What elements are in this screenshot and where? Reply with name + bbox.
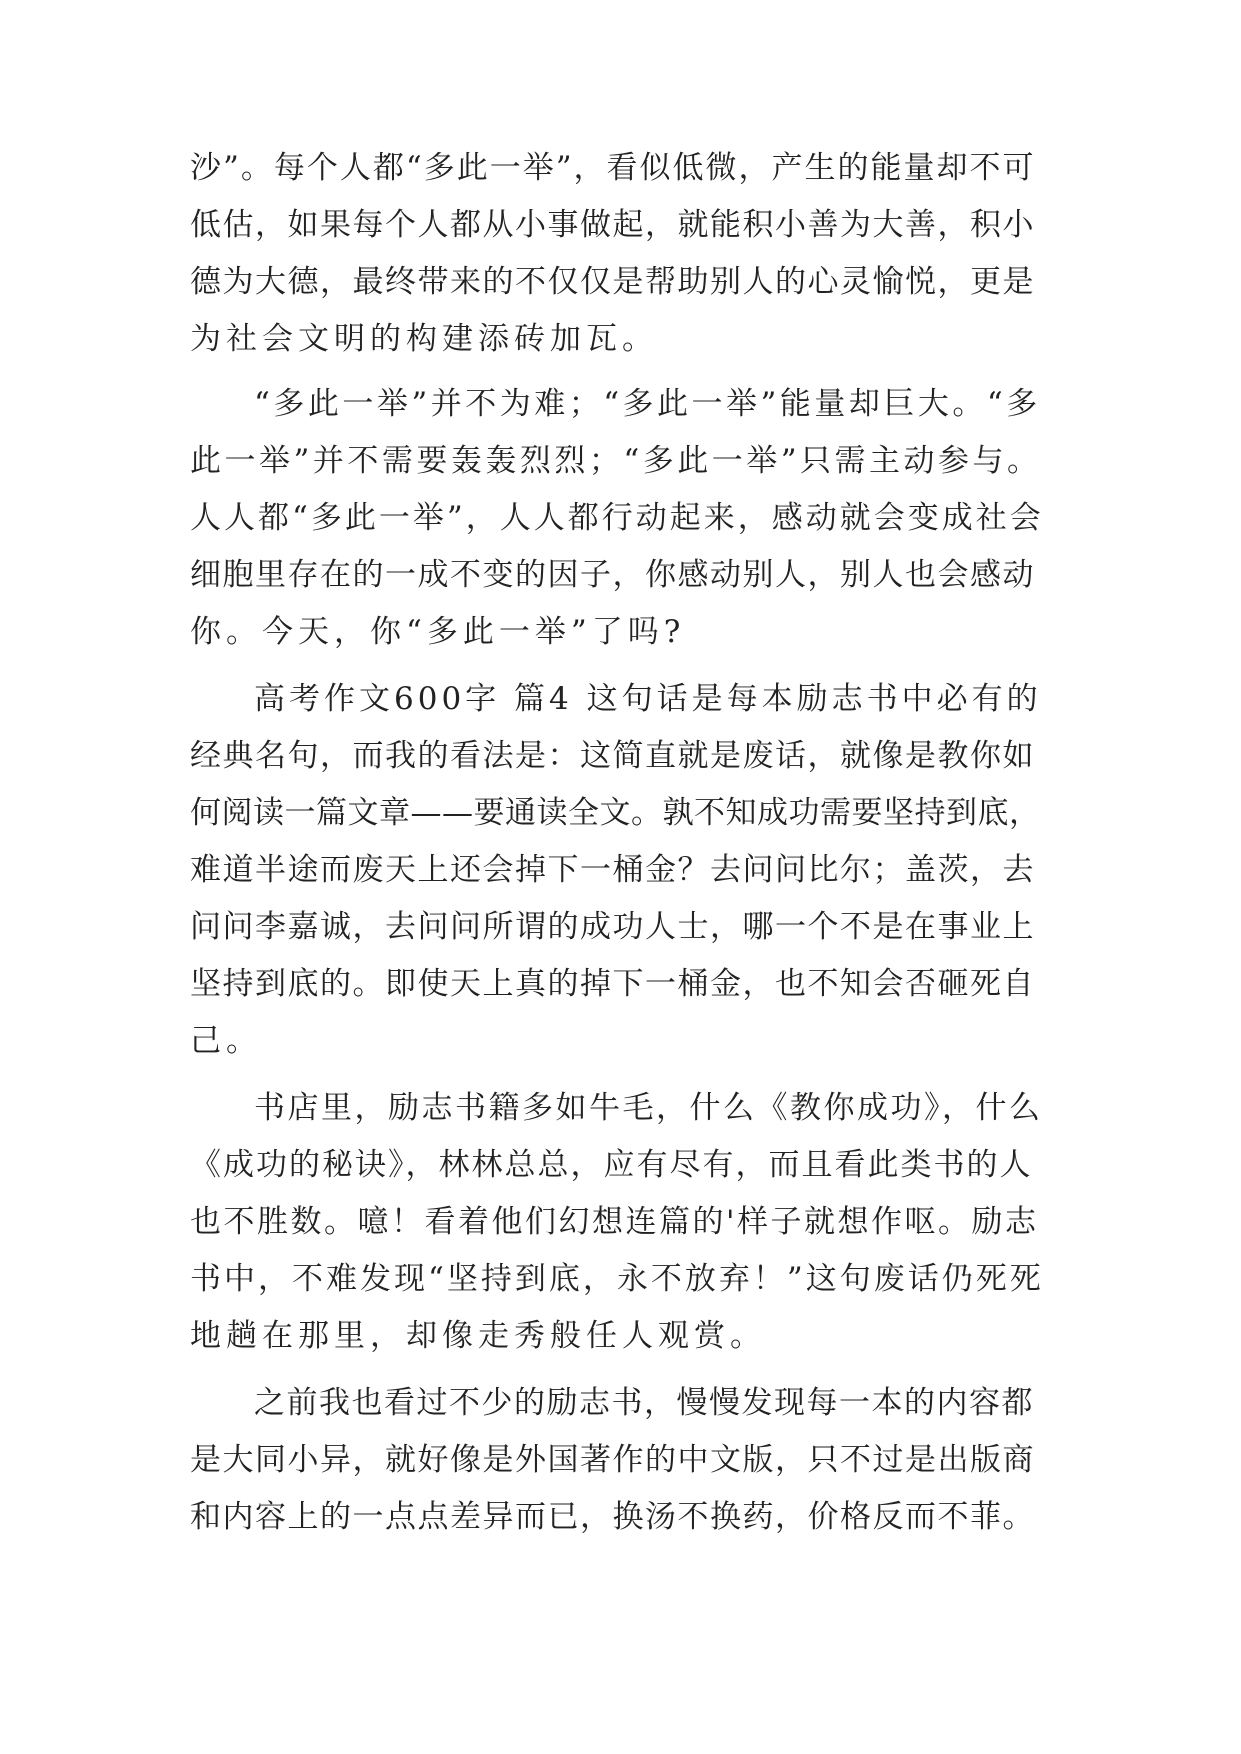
- text-line: 是大同小异，就好像是外国著作的中文版，只不过是出版商: [190, 1442, 1035, 1478]
- text-line: 难道半途而废天上还会掉下一桶金？去问问比尔；盖茨，去: [190, 852, 1035, 888]
- text-line: 地趟在那里，却像走秀般任人观赏。: [190, 1318, 766, 1354]
- text-line: 德为大德，最终带来的不仅仅是帮助别人的心灵愉悦，更是: [190, 264, 1035, 300]
- text-line: “多此一举”并不为难；“多此一举”能量却巨大。“多: [254, 386, 1041, 422]
- text-line: 此一举”并不需要轰轰烈烈；“多此一举”只需主动参与。: [190, 443, 1042, 479]
- text-line: 细胞里存在的一成不变的因子，你感动别人，别人也会感动: [190, 557, 1035, 593]
- text-line: 书店里，励志书籍多如牛毛，什么《教你成功》，什么: [254, 1090, 1043, 1126]
- text-line: 《成功的秘诀》，林林总总，应有尽有，而且看此类书的人: [190, 1147, 1033, 1183]
- text-line: 为社会文明的构建添砖加瓦。: [190, 321, 658, 357]
- text-line: 己。: [190, 1023, 262, 1059]
- text-line: 问问李嘉诚，去问问所谓的成功人士，哪一个不是在事业上: [190, 909, 1035, 945]
- text-line: 何阅读一篇文章——要通读全文。孰不知成功需要坚持到底，: [190, 795, 1041, 831]
- text-line: 坚持到底的。即使天上真的掉下一桶金，也不知会否砸死自: [190, 966, 1035, 1002]
- text-line: 你。今天，你“多此一举”了吗?: [190, 614, 686, 650]
- text-line: 也不胜数。噫！看着他们幻想连篇的'样子就想作呕。励志: [190, 1204, 1039, 1240]
- text-line: 书中，不难发现“坚持到底，永不放弃！”这句废话仍死死: [190, 1261, 1044, 1297]
- text-line: 之前我也看过不少的励志书，慢慢发现每一本的内容都: [254, 1385, 1034, 1421]
- text-line: 和内容上的一点点差异而已，换汤不换药，价格反而不菲。: [190, 1499, 1035, 1535]
- text-line: 经典名句，而我的看法是：这简直就是废话，就像是教你如: [190, 738, 1035, 774]
- text-line: 沙”。每个人都“多此一举”，看似低微，产生的能量却不可: [190, 150, 1036, 186]
- section-heading-line: 高考作文600字 篇4 这句话是每本励志书中必有的: [254, 681, 1042, 717]
- text-line: 低估，如果每个人都从小事做起，就能积小善为大善，积小: [190, 207, 1035, 243]
- text-line: 人人都“多此一举”，人人都行动起来，感动就会变成社会: [190, 500, 1044, 536]
